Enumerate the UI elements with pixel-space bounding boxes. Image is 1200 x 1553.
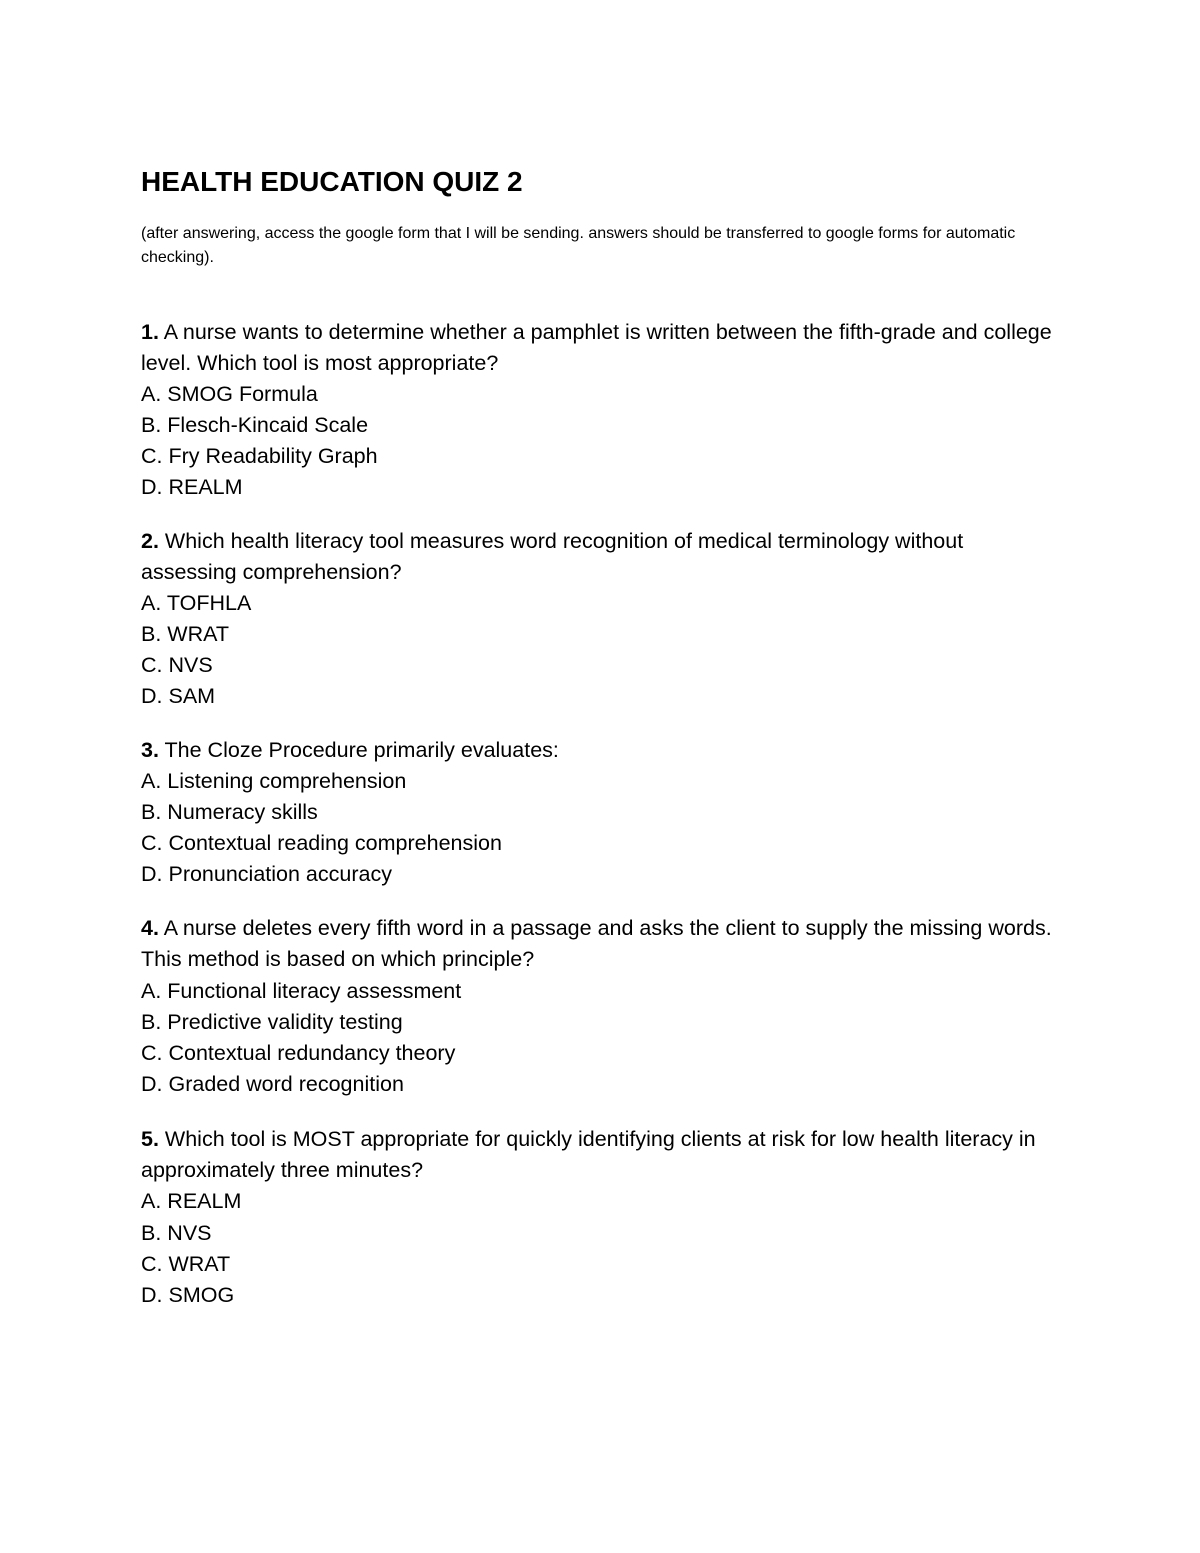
- question-text: The Cloze Procedure primarily evaluates:: [164, 738, 559, 762]
- question-stem: [141, 913, 1061, 976]
- document-content: [141, 162, 1061, 1312]
- answer-option-b: B. Flesch-Kincaid Scale: [141, 413, 369, 437]
- instructions-text: (after answering, access the google form that I will be sending. answers should be transferred to google forms for automatic checking).: [141, 225, 1016, 266]
- question-number: 4.: [141, 916, 159, 940]
- question-2: [141, 526, 1061, 712]
- answer-option-d: D. Pronunciation accuracy: [141, 862, 392, 886]
- question-text: Which tool is MOST appropriate for quickly identifying clients at risk for low health literacy in approximately three minutes?: [141, 1126, 1036, 1183]
- page-title: HEALTH EDUCATION QUIZ 2: [141, 166, 523, 197]
- answer-option-a: A. Functional literacy assessment: [141, 978, 462, 1003]
- answer-option-c: C. Fry Readability Graph: [141, 444, 378, 468]
- answer-option-a: A. Listening comprehension: [141, 769, 407, 793]
- question-number: 2.: [141, 529, 159, 553]
- answer-option-d: D. SAM: [141, 684, 216, 708]
- answer-option-b: B. Numeracy skills: [141, 800, 318, 824]
- question-number: 1.: [141, 320, 159, 344]
- answer-option-c: C. WRAT: [141, 1251, 231, 1276]
- question-stem: [141, 317, 1061, 379]
- question-3: [141, 735, 1061, 890]
- answer-option-c: C. NVS: [141, 653, 213, 677]
- question-4: [141, 913, 1061, 1101]
- answer-option-d: D. REALM: [141, 475, 243, 499]
- answer-option-d: D. SMOG: [141, 1283, 235, 1308]
- question-text: A nurse deletes every fifth word in a passage and asks the client to supply the missing words. This method is based on which principle?: [141, 916, 1052, 972]
- question-number: 5.: [141, 1126, 159, 1151]
- answer-option-c: C. Contextual reading comprehension: [141, 831, 502, 855]
- answer-option-a: A. REALM: [141, 1189, 242, 1214]
- question-stem: [141, 735, 1061, 766]
- answer-option-b: B. Predictive validity testing: [141, 1009, 403, 1034]
- answer-option-c: C. Contextual redundancy theory: [141, 1041, 456, 1066]
- answer-option-a: A. SMOG Formula: [141, 382, 318, 406]
- question-stem: [141, 526, 1061, 588]
- question-text: A nurse wants to determine whether a pamphlet is written between the fifth-grade and college level. Which tool is most appropriate?: [141, 320, 1052, 375]
- answer-option-b: B. NVS: [141, 1220, 212, 1245]
- question-number: 3.: [141, 738, 159, 762]
- answer-option-a: A. TOFHLA: [141, 591, 252, 615]
- question-stem: [141, 1124, 1061, 1187]
- question-1: [141, 317, 1061, 503]
- answer-option-b: B. WRAT: [141, 622, 229, 646]
- question-text: Which health literacy tool measures word recognition of medical terminology without assessing comprehension?: [141, 529, 964, 584]
- question-5: [141, 1124, 1061, 1312]
- answer-option-d: D. Graded word recognition: [141, 1072, 404, 1097]
